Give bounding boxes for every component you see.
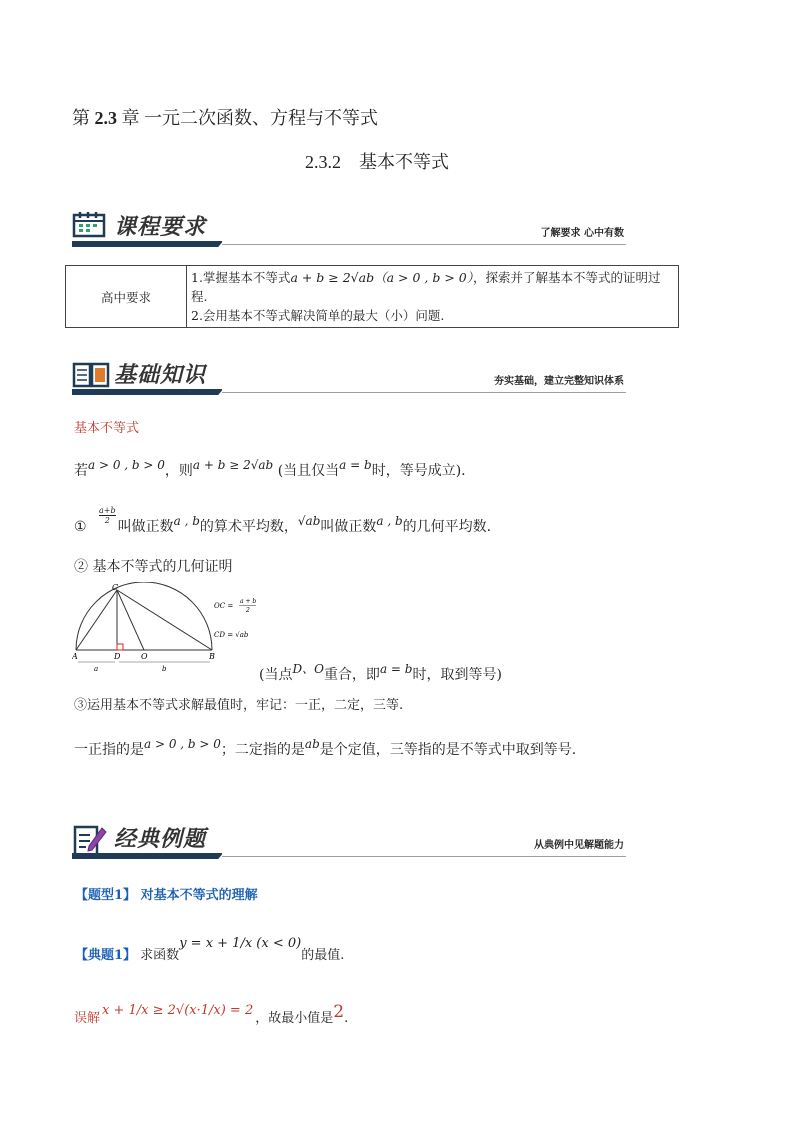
- chapter-prefix: 第: [72, 108, 95, 128]
- banner-title: 基础知识: [114, 363, 207, 388]
- banner-rule: [222, 856, 626, 857]
- point-c-label: C: [112, 583, 119, 592]
- banner-tag: 夯实基础，建立完整知识体系: [494, 376, 624, 387]
- text-geo-mean: 的几何平均数.: [402, 519, 492, 535]
- wrong-solution: [74, 1002, 348, 1026]
- banner-bar: [72, 389, 222, 395]
- semicircle-figure: [72, 582, 272, 672]
- cd-formula: CD = √ab: [214, 631, 249, 639]
- text-third-equal: 是个定值，三等指的是不等式中取到等号.: [319, 742, 577, 758]
- points-do: D、O: [292, 662, 324, 676]
- example-1-post: 的最值.: [301, 948, 345, 963]
- semicircle-arc: [76, 582, 212, 650]
- requirements-label: 高中要求: [66, 266, 187, 328]
- inequality-statement: [74, 458, 466, 480]
- req-item1-text: 1.掌握基本不等式: [191, 270, 291, 285]
- text-first-positive: 一正指的是: [74, 742, 144, 758]
- chapter-text: 章 一元二次函数、方程与不等式: [117, 108, 378, 128]
- text-arith-mean: 的算术平均数，: [199, 519, 298, 535]
- rule-explanation: [74, 737, 576, 759]
- text-get-equal: 时，取到等号): [412, 667, 502, 683]
- geometric-proof-heading: ② 基本不等式的几何证明: [74, 559, 233, 575]
- extremum-rule: ③运用基本不等式求解最值时，牢记：一正，二定，三等.: [74, 698, 404, 713]
- text-ruo: 若: [74, 463, 88, 479]
- table-row: [66, 266, 679, 328]
- text-called-2: 叫做正数: [320, 519, 377, 535]
- banner-basic-knowledge: [72, 358, 628, 398]
- sqrt-ab: √ab: [297, 514, 321, 528]
- var-ab-2: a , b: [376, 514, 403, 528]
- fraction-mean: [99, 506, 116, 525]
- req-item1-post: ，探索并了解基本不等式的证明过程.: [191, 270, 661, 304]
- inequality-formula: a + b ≥ 2√ab: [192, 458, 274, 472]
- banner-title: 经典例题: [114, 827, 207, 852]
- wrong-min-value: 2: [333, 1002, 345, 1022]
- segment-b-label: b: [162, 665, 167, 672]
- req-item1-condition: （a > 0 , b > 0）: [374, 270, 473, 285]
- banner-examples: [72, 822, 628, 862]
- oc-numerator: a + b: [240, 598, 257, 605]
- basic-inequality-heading: 基本不等式: [74, 421, 140, 436]
- calendar-icon: [72, 212, 108, 238]
- wrong-solution-text: ，故最小值是: [255, 1011, 334, 1026]
- wrong-solution-formula: x + 1/x ≥ 2√(x·1/x) = 2: [102, 1003, 254, 1018]
- banner-tag: 从典例中见解题能力: [534, 840, 624, 851]
- banner-bar: [72, 853, 222, 859]
- fraction-numerator: a+b: [99, 506, 116, 515]
- point-d-label: D: [114, 652, 121, 661]
- banner-slant: [218, 238, 246, 247]
- chapter-title: [72, 104, 378, 130]
- section-title: 2.3.2 基本不等式: [305, 152, 449, 172]
- banner-slant: [218, 850, 246, 859]
- banner-tag: 了解要求 心中有数: [540, 228, 624, 239]
- fraction-denominator: 2: [104, 516, 110, 525]
- right-angle-mark: [117, 644, 123, 650]
- point-o-label: O: [141, 652, 148, 661]
- point-a-label: A: [72, 652, 78, 661]
- oc-label: OC =: [214, 602, 234, 610]
- text-iff: (当且仅当: [273, 463, 340, 479]
- banner-title: 课程要求: [114, 215, 207, 240]
- point-b-label: B: [209, 652, 215, 661]
- example-1-text: 求函数: [136, 948, 180, 963]
- means-definition: [74, 506, 491, 536]
- text-coincide: 重合，即: [323, 667, 380, 683]
- req-item2-text: 2.会用基本不等式解决简单的最大（小）问题.: [191, 308, 445, 323]
- positive-condition: a > 0 , b > 0: [144, 737, 221, 751]
- banner-slant: [218, 386, 246, 395]
- text-ze: ，则: [164, 463, 193, 479]
- wrong-solution-label: 误解: [74, 1011, 101, 1026]
- wrong-solution-end: .: [344, 1011, 349, 1026]
- chapter-number: 2.3: [94, 108, 117, 128]
- question-type-1: 【题型1】 对基本不等式的理解: [75, 888, 258, 903]
- example-1-formula: y = x + 1/x (x < 0): [179, 936, 302, 951]
- banner-bar: [72, 241, 222, 247]
- product-ab: ab: [304, 737, 320, 751]
- requirements-table: [65, 265, 679, 328]
- banner-rule: [222, 392, 626, 393]
- text-second-fixed: ；二定指的是: [220, 742, 305, 758]
- var-ab: a , b: [173, 514, 200, 528]
- requirements-content: [187, 266, 679, 328]
- banner-rule: [222, 244, 626, 245]
- banner-course-requirements: [72, 210, 628, 250]
- equality-note: [259, 660, 502, 684]
- oc-denominator: 2: [246, 607, 250, 614]
- equality-a-b: a = b: [379, 662, 413, 676]
- example-1-label: 【典题1】: [75, 948, 137, 963]
- example-1: [75, 936, 344, 963]
- segment-cb: [117, 590, 212, 650]
- text-called: 叫做正数: [117, 519, 174, 535]
- segment-ca: [76, 590, 117, 650]
- equality-formula: a = b: [339, 458, 372, 472]
- item-number: ①: [74, 519, 87, 535]
- text-when-point: (当点: [259, 667, 293, 683]
- condition-formula: a > 0 , b > 0: [88, 458, 165, 472]
- segment-a-label: a: [94, 665, 99, 672]
- req-item1-formula: a + b ≥ 2√ab: [290, 270, 375, 285]
- open-book-icon: [72, 360, 110, 388]
- text-equality-holds: 时，等号成立).: [371, 463, 466, 479]
